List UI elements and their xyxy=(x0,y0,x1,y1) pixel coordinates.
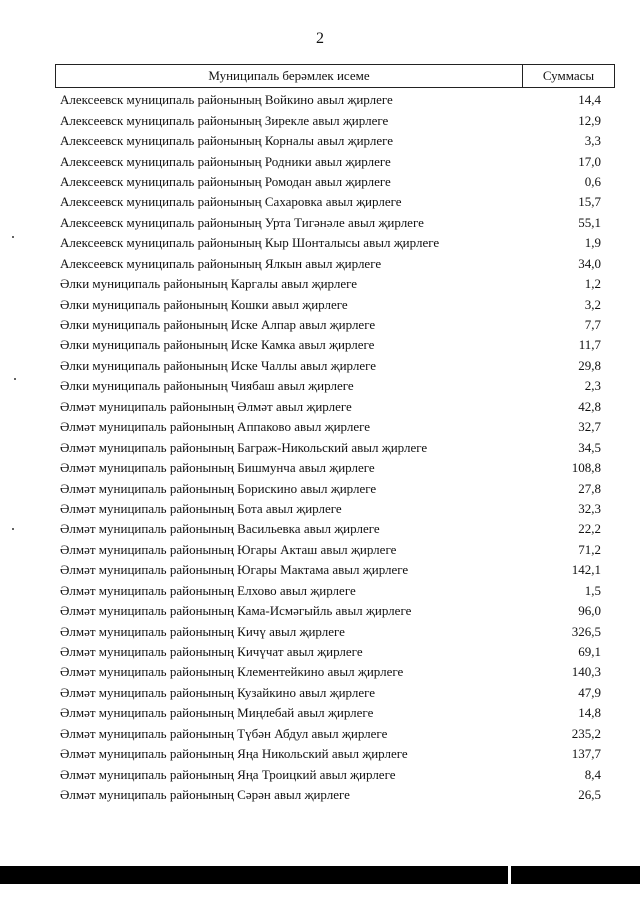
table-row xyxy=(60,356,601,376)
table-row xyxy=(60,233,601,253)
table-row xyxy=(60,785,601,805)
row-name: Әлмәт муниципаль районының Кама-Исмәгыйль авыл җирлеге xyxy=(60,603,412,619)
table-row xyxy=(60,478,601,498)
row-name: Әлки муниципаль районының Чиябаш авыл җирлеге xyxy=(60,378,354,394)
row-name: Әлмәт муниципаль районының Аппаково авыл җирлеге xyxy=(60,419,371,435)
row-amount: 42,8 xyxy=(578,398,601,414)
table-row xyxy=(60,131,601,151)
scan-speck xyxy=(12,236,14,238)
row-name: Әлмәт муниципаль районының Яңа Никольский авыл җирлеге xyxy=(60,746,408,762)
row-amount: 34,0 xyxy=(578,255,601,271)
column-header-sum: Суммасы xyxy=(542,68,595,83)
row-amount: 8,4 xyxy=(584,766,601,782)
table-row xyxy=(60,662,601,682)
row-amount: 17,0 xyxy=(578,153,601,169)
page-number: 2 xyxy=(316,30,324,47)
row-name: Әлмәт муниципаль районының Клементейкино авыл җирлеге xyxy=(60,664,404,680)
row-name: Әлки муниципаль районының Иске Алпар авыл җирлеге xyxy=(60,317,376,333)
row-name: Алексеевск муниципаль районының Ромодан авыл җирлеге xyxy=(60,173,391,189)
table-row xyxy=(60,560,601,580)
row-name: Әлмәт муниципаль районының Сәрән авыл җирлеге xyxy=(60,787,350,803)
row-amount: 2,3 xyxy=(584,378,601,394)
row-amount: 34,5 xyxy=(578,439,601,455)
table-row xyxy=(60,683,601,703)
table-row xyxy=(60,315,601,335)
row-name: Әлмәт муниципаль районының Борискино авыл җирлеге xyxy=(60,480,377,496)
table-row xyxy=(60,519,601,539)
row-amount: 0,6 xyxy=(584,173,601,189)
scan-speck xyxy=(14,378,16,380)
table-row xyxy=(60,213,601,233)
row-amount: 69,1 xyxy=(578,644,601,660)
table-row xyxy=(60,254,601,274)
row-name: Алексеевск муниципаль районының Родники авыл җирлеге xyxy=(60,153,391,169)
row-amount: 12,9 xyxy=(578,112,601,128)
row-amount: 22,2 xyxy=(578,521,601,537)
row-amount: 140,3 xyxy=(571,664,601,680)
row-name: Әлмәт муниципаль районының Югары Акташ авыл җирлеге xyxy=(60,541,397,557)
row-amount: 142,1 xyxy=(571,562,601,578)
table-row xyxy=(60,376,601,396)
row-name: Әлмәт муниципаль районының Миңлебай авыл җирлеге xyxy=(60,705,374,721)
row-name: Әлмәт муниципаль районының Васильевка авыл җирлеге xyxy=(60,521,380,537)
row-amount: 27,8 xyxy=(578,480,601,496)
row-amount: 1,5 xyxy=(584,582,601,598)
row-amount: 32,3 xyxy=(578,500,601,516)
row-name: Алексеевск муниципаль районының Кыр Шонталысы авыл җирлеге xyxy=(60,235,440,251)
table-row xyxy=(60,192,601,212)
row-amount: 1,9 xyxy=(584,235,601,251)
row-name: Алексеевск муниципаль районының Ялкын авыл җирлеге xyxy=(60,255,382,271)
row-amount: 7,7 xyxy=(584,317,601,333)
row-name: Алексеевск муниципаль районының Сахаровка авыл җирлеге xyxy=(60,194,402,210)
row-amount: 11,7 xyxy=(578,337,601,353)
table-row xyxy=(60,274,601,294)
table-row xyxy=(60,764,601,784)
row-amount: 1,2 xyxy=(584,276,601,292)
table-row xyxy=(60,621,601,641)
table-row xyxy=(60,397,601,417)
table-row xyxy=(60,724,601,744)
row-amount: 3,2 xyxy=(584,296,601,312)
table-row xyxy=(60,151,601,171)
row-amount: 14,4 xyxy=(578,92,601,108)
row-name: Алексеевск муниципаль районының Войкино авыл җирлеге xyxy=(60,92,393,108)
table-row xyxy=(60,458,601,478)
row-amount: 55,1 xyxy=(578,214,601,230)
table-row xyxy=(60,601,601,621)
row-name: Әлмәт муниципаль районының Әлмәт авыл җирлеге xyxy=(60,398,352,414)
table-row xyxy=(60,703,601,723)
row-amount: 137,7 xyxy=(571,746,601,762)
table-row xyxy=(60,294,601,314)
row-name: Әлмәт муниципаль районының Яңа Троицкий авыл җирлеге xyxy=(60,766,396,782)
row-name: Әлки муниципаль районының Иске Чаллы авыл җирлеге xyxy=(60,357,377,373)
row-name: Әлки муниципаль районының Кошки авыл җирлеге xyxy=(60,296,348,312)
row-amount: 26,5 xyxy=(578,787,601,803)
row-amount: 15,7 xyxy=(578,194,601,210)
scan-border xyxy=(0,866,640,884)
table-row xyxy=(60,417,601,437)
row-name: Әлмәт муниципаль районының Кичү авыл җирлеге xyxy=(60,623,345,639)
row-name: Әлки муниципаль районының Каргалы авыл җирлеге xyxy=(60,276,358,292)
row-name: Алексеевск муниципаль районының Корналы авыл җирлеге xyxy=(60,133,394,149)
row-amount: 235,2 xyxy=(571,725,601,741)
row-amount: 29,8 xyxy=(578,357,601,373)
row-name: Әлмәт муниципаль районының Түбән Абдул авыл җирлеге xyxy=(60,725,388,741)
table-row xyxy=(60,642,601,662)
row-amount: 326,5 xyxy=(571,623,601,639)
row-amount: 32,7 xyxy=(578,419,601,435)
table-header xyxy=(55,64,615,88)
table-row xyxy=(60,90,601,110)
row-name: Алексеевск муниципаль районының Урта Тигәнәле авыл җирлеге xyxy=(60,214,424,230)
column-header-name: Муниципаль берәмлек исеме xyxy=(56,65,523,87)
table-body xyxy=(60,90,601,805)
row-amount: 3,3 xyxy=(584,133,601,149)
row-name: Әлмәт муниципаль районының Бота авыл җирлеге xyxy=(60,500,342,516)
row-name: Әлмәт муниципаль районының Бишмунча авыл җирлеге xyxy=(60,460,375,476)
row-amount: 71,2 xyxy=(578,541,601,557)
table-row xyxy=(60,172,601,192)
table-row xyxy=(60,744,601,764)
table-row xyxy=(60,335,601,355)
table-row xyxy=(60,540,601,560)
scan-speck xyxy=(12,528,14,530)
row-amount: 14,8 xyxy=(578,705,601,721)
table-row xyxy=(60,437,601,457)
row-amount: 108,8 xyxy=(571,460,601,476)
row-name: Әлмәт муниципаль районының Югары Мактама авыл җирлеге xyxy=(60,562,409,578)
row-name: Әлмәт муниципаль районының Баграж-Никольский авыл җирлеге xyxy=(60,439,428,455)
row-name: Әлмәт муниципаль районының Кичүчат авыл җирлеге xyxy=(60,644,363,660)
table-row xyxy=(60,499,601,519)
row-name: Әлмәт муниципаль районының Кузайкино авыл җирлеге xyxy=(60,684,376,700)
row-name: Әлки муниципаль районының Иске Камка авыл җирлеге xyxy=(60,337,375,353)
table-row xyxy=(60,110,601,130)
row-amount: 96,0 xyxy=(578,603,601,619)
row-name: Алексеевск муниципаль районының Зирекле авыл җирлеге xyxy=(60,112,389,128)
table-row xyxy=(60,581,601,601)
row-name: Әлмәт муниципаль районының Елхово авыл җирлеге xyxy=(60,582,356,598)
scan-border-gap xyxy=(508,866,511,884)
row-amount: 47,9 xyxy=(578,684,601,700)
